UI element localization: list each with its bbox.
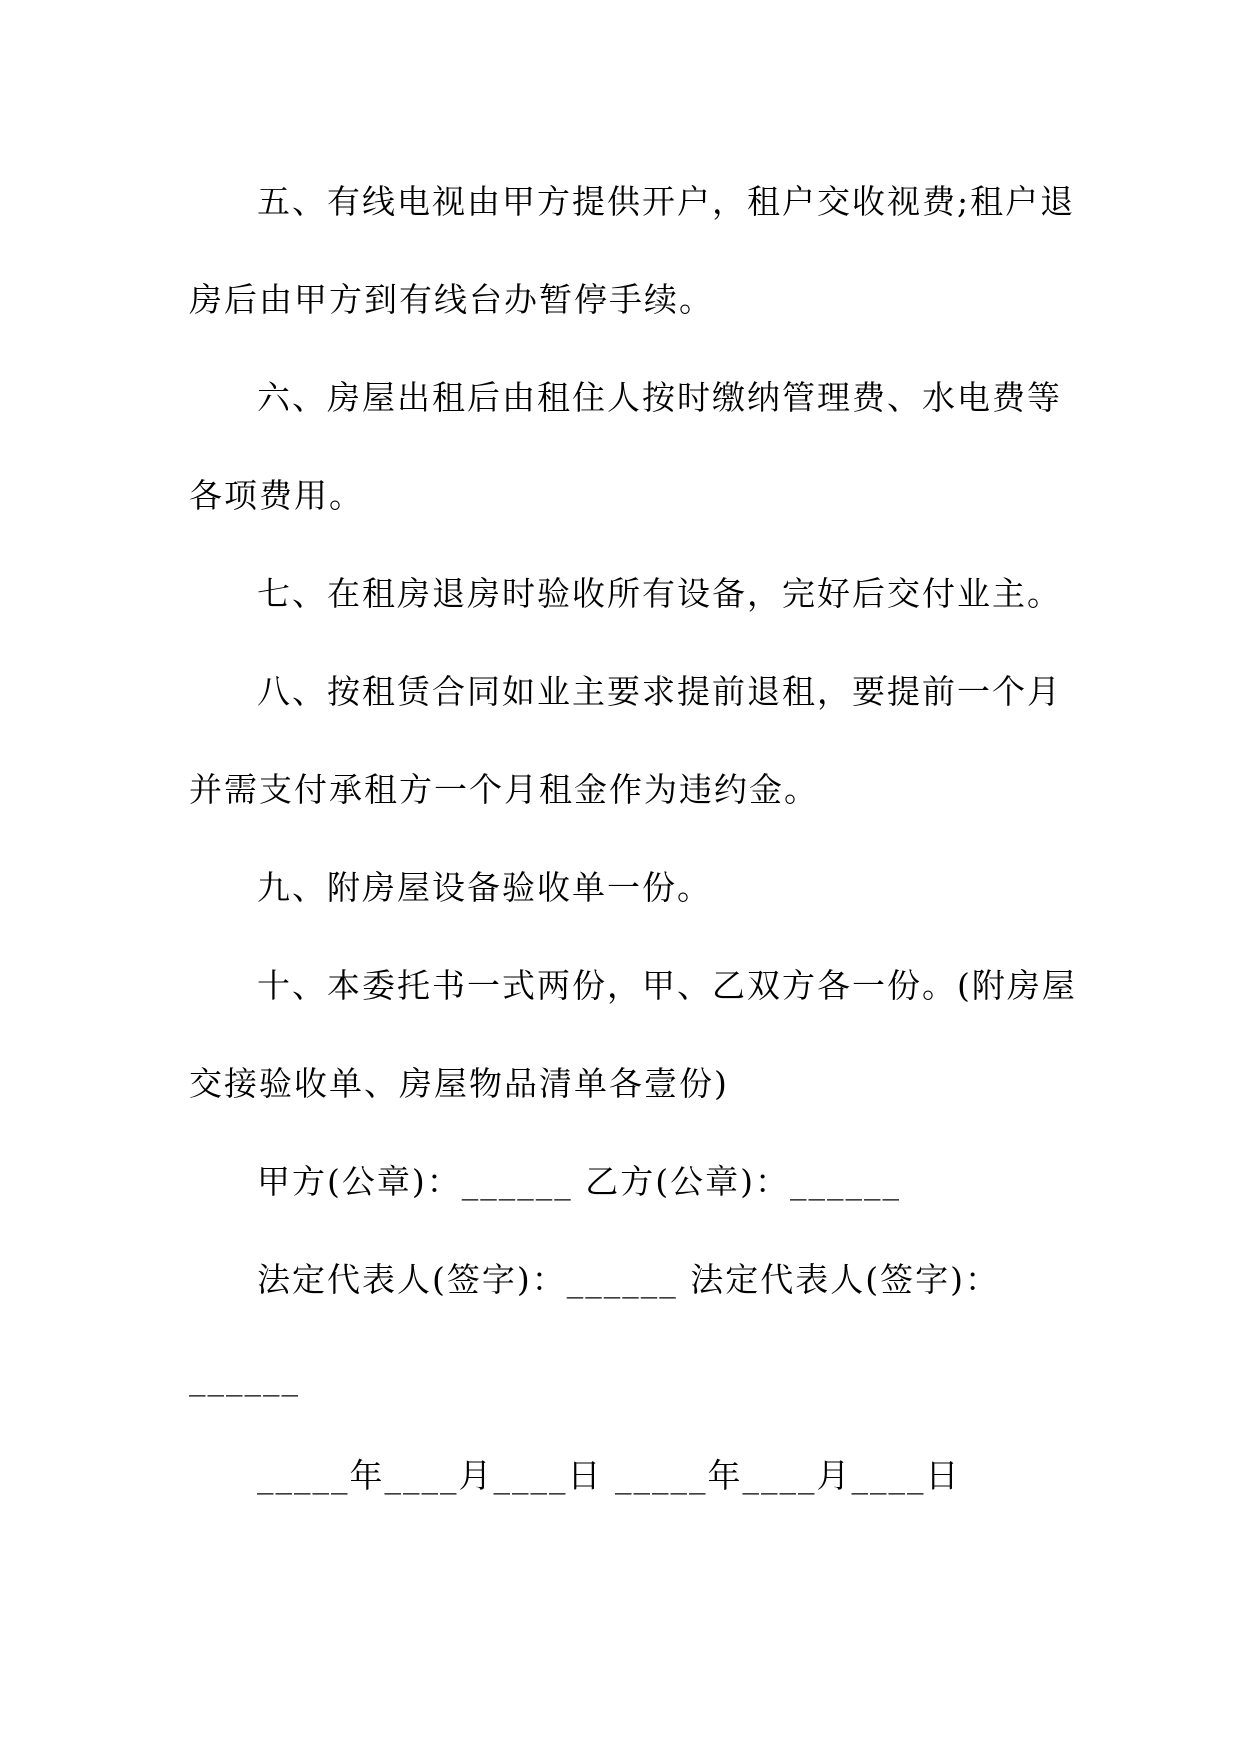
- clause-8-line-1: 八、按租赁合同如业主要求提前退租，要提前一个月: [257, 672, 1062, 711]
- clause-6-line-2: 各项费用。: [189, 476, 364, 515]
- signing-dates: _____年____月____日 _____年____月____日: [257, 1456, 961, 1495]
- clause-10-line-2: 交接验收单、房屋物品清单各壹份): [189, 1064, 729, 1103]
- clause-9: 九、附房屋设备验收单一份。: [257, 868, 712, 907]
- signature-blank: ______: [189, 1358, 300, 1397]
- clause-6-line-1: 六、房屋出租后由租住人按时缴纳管理费、水电费等: [257, 378, 1062, 417]
- party-seals: 甲方(公章)：______ 乙方(公章)：______: [257, 1162, 901, 1201]
- clause-7: 七、在租房退房时验收所有设备，完好后交付业主。: [257, 574, 1062, 613]
- clause-10-line-1: 十、本委托书一式两份，甲、乙双方各一份。(附房屋: [257, 966, 1077, 1005]
- legal-representative-signatures: 法定代表人(签字)：______ 法定代表人(签字)：: [257, 1260, 1000, 1299]
- clause-5-line-1: 五、有线电视由甲方提供开户，租户交收视费;租户退: [257, 182, 1076, 221]
- clause-5-line-2: 房后由甲方到有线台办暂停手续。: [189, 280, 714, 319]
- clause-8-line-2: 并需支付承租方一个月租金作为违约金。: [189, 770, 819, 809]
